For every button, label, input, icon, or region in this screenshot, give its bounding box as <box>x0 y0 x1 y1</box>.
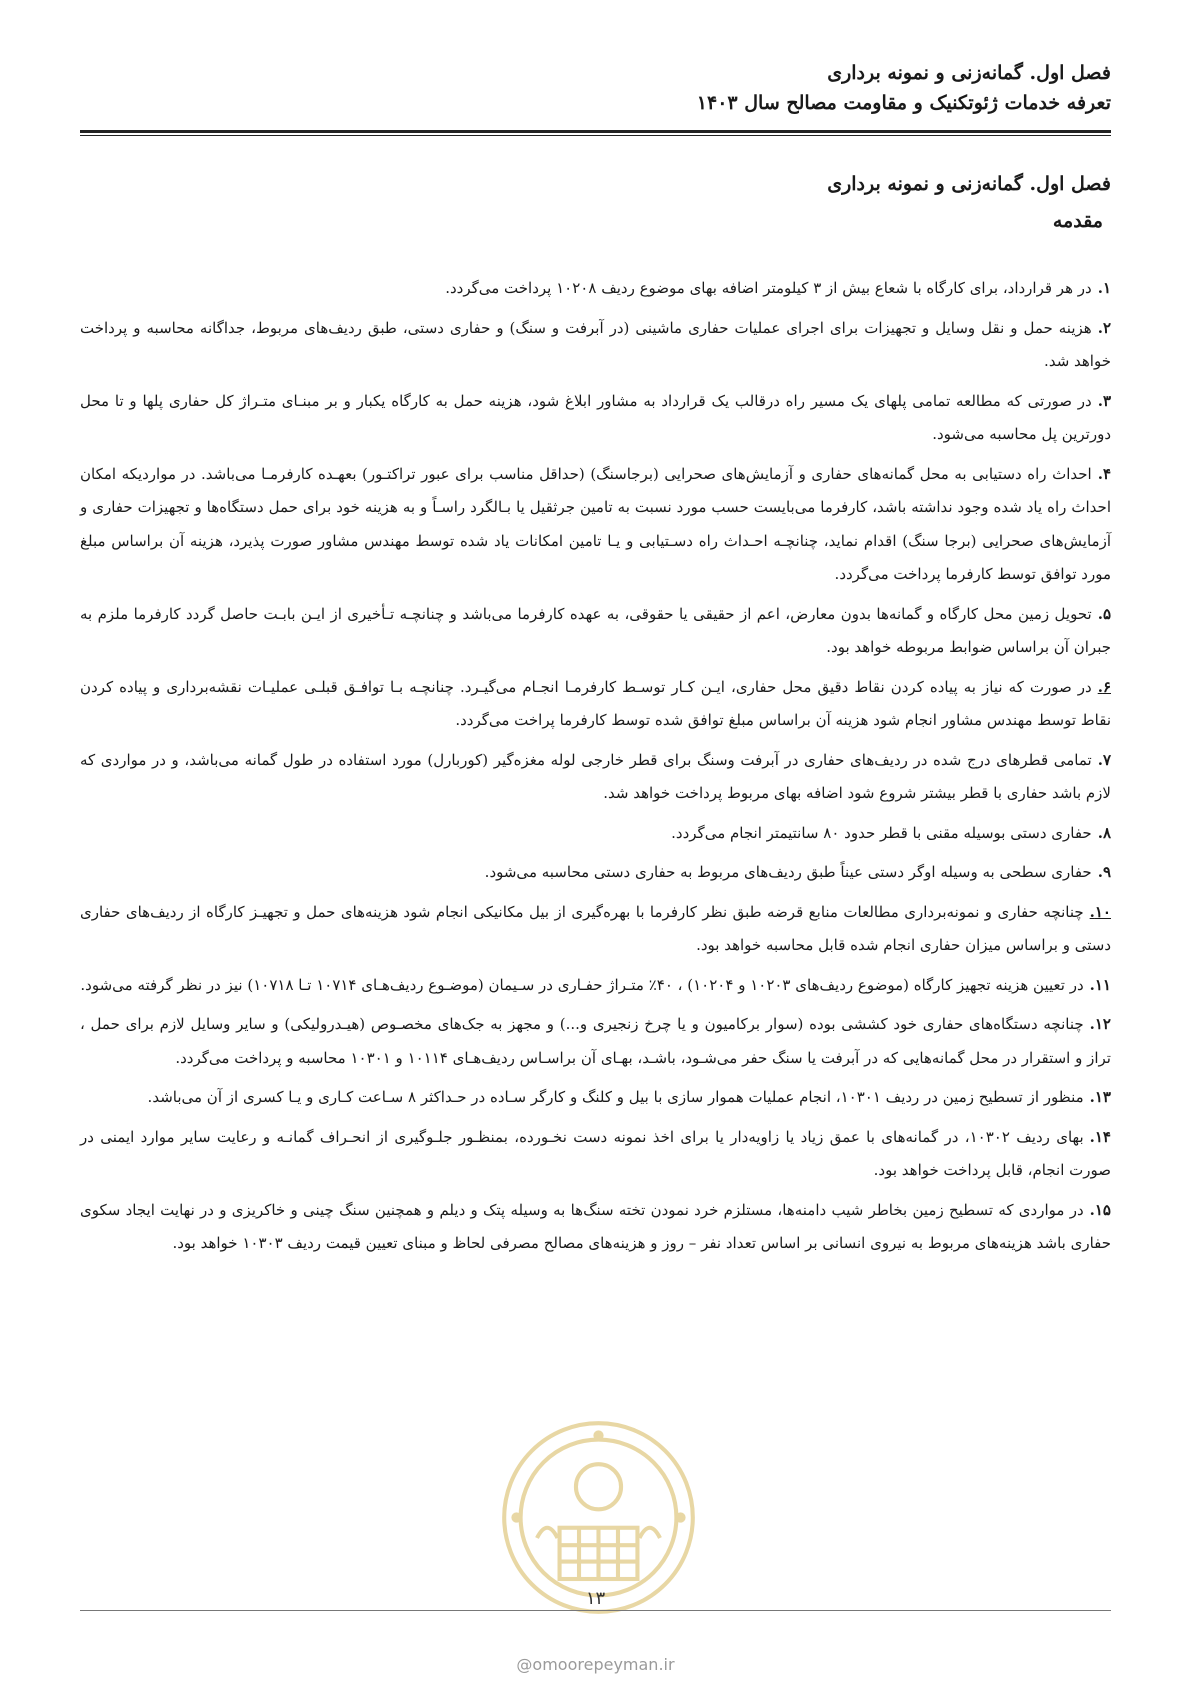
paragraph-text: چنانچه حفاری و نمونه‌برداری مطالعات منابع قرضه طبق نظر کارفرما با بهره‌گیری از بیل مکانیکی انجام شود هزینه‌های حمل و تجهیـز کارگاه از ردیف‌های حفاری دستی و براساس میزان حفاری انجام شده قابل محاسبه خواهد بود. <box>80 902 1111 954</box>
paragraph-number: ۱۴. <box>1089 1127 1111 1146</box>
paragraph-number: ۱۱. <box>1089 975 1111 994</box>
paragraph-item <box>80 896 1111 963</box>
paragraph-number: ۱۵. <box>1089 1200 1111 1219</box>
header-rule-thick <box>80 130 1111 133</box>
paragraph-item <box>80 272 1111 306</box>
paragraph-number: ۱. <box>1097 279 1111 297</box>
paragraph-number: ۱۳. <box>1089 1088 1111 1106</box>
paragraph-item <box>80 856 1111 890</box>
paragraph-number: ۹. <box>1097 863 1111 881</box>
paragraph-item <box>80 1121 1111 1188</box>
header-chapter-title: فصل اول. گمانه‌زنی و نمونه برداری <box>827 62 1111 84</box>
paragraph-number: ۱۰. <box>1089 902 1111 921</box>
page-header <box>80 58 1111 118</box>
header-document-title: تعرفه خدمات ژئوتکنیک و مقاومت مصالح سال ۱۴۰۳ <box>696 92 1111 114</box>
paragraph-number: ۸. <box>1097 823 1111 842</box>
paragraph-text: حفاری سطحی به وسیله اوگر دستی عیناً طبق ردیف‌های مربوط به حفاری دستی محاسبه می‌شود. <box>484 863 1092 881</box>
paragraph-text: حفاری دستی بوسیله مقنی با قطر حدود ۸۰ سانتیمتر انجام می‌گردد. <box>671 823 1092 842</box>
section-title: فصل اول. گمانه‌زنی و نمونه برداری <box>827 173 1111 195</box>
paragraph-number: ۶. <box>1097 677 1111 696</box>
paragraph-item <box>80 969 1111 1003</box>
paragraph-text: بهای ردیف ۱۰۳۰۲، در گمانه‌های با عمق زیاد یا زاویه‌دار یا برای اخذ نمونه دست نخـورده، بمنظـور جلـوگیری از انحـراف گمانـه و رعایت سایر موارد ایمنی در صورت انجام، قابل پرداخت خواهد بود. <box>80 1127 1111 1179</box>
paragraph-text: در صورت که نیاز به پیاده کردن نقاط دقیق محل حفاری، ایـن کـار توسـط کارفرمـا انجـام می‌گیـرد. چنانچـه بـا توافـق قبلـی عملیـات نقشه‌برداری و پیاده کردن نقاط توسط مهندس مشاور انجام شود هزینه آن براساس مبلغ توافق شده توسط کارفرما پراخت می‌گردد. <box>80 677 1111 729</box>
paragraph-item <box>80 671 1111 738</box>
document-body <box>80 272 1111 1267</box>
paragraph-text: هزینه حمل و نقل وسایل و تجهیزات برای اجرای عملیات حفاری ماشینی (در آبرفت و سنگ) و حفاری دستی، طبق ردیف‌های مربوط، جداگانه محاسبه و پرداخت خواهد شد. <box>80 318 1111 370</box>
paragraph-number: ۷. <box>1097 750 1111 769</box>
paragraph-number: ۳. <box>1097 391 1111 410</box>
section-subtitle: مقدمه <box>1052 210 1103 232</box>
paragraph-item <box>80 458 1111 592</box>
paragraph-text: احداث راه دستیابی به محل گمانه‌های حفاری و آزمایش‌های صحرایی (برجاسنگ) (حداقل مناسب برای عبور تراکتـور) بعهـده کارفرمـا می‌باشد. در مواردیکه امکان احداث راه یاد شده وجود نداشته باشد، کارفرما می‌بایست حسب مورد نسبت به تامین جرثقیل یا بـالگرد راسـاً و به هزینه خود برای حمل دستگاه‌ها و تجهیزات حفاری و آزمایش‌های صحرایی (برجا سنگ) اقدام نماید، چنانچـه احـداث راه دسـتیابی و یـا تامین امکانات یاد شده توسط مهندس مشاور صورت پذیرد، هزینه آن براساس مبلغ مورد توافق توسط کارفرما پرداخت می‌گردد. <box>80 464 1111 583</box>
website-watermark: @omoorepeyman.ir <box>516 1655 675 1674</box>
paragraph-item <box>80 598 1111 665</box>
paragraph-item <box>80 1008 1111 1075</box>
paragraph-number: ۴. <box>1097 464 1111 483</box>
paragraph-item <box>80 312 1111 379</box>
paragraph-item <box>80 817 1111 851</box>
paragraph-item <box>80 1194 1111 1261</box>
paragraph-item <box>80 385 1111 452</box>
paragraph-text: در هر قرارداد، برای کارگاه با شعاع بیش از ۳ کیلومتر اضافه بهای موضوع ردیف ۱۰۲۰۸ پرداخت می‌گردد. <box>445 279 1092 297</box>
paragraph-number: ۲. <box>1097 318 1111 337</box>
paragraph-text: چنانچه دستگاه‌های حفاری خود کششی بوده (سوار برکامیون و یا چرخ زنجیری و...) و مجهز به جک‌های مخصـوص (هیـدرولیکی) و سایر وسایل لازم برای حمل ، تراز و استقرار در محل گمانه‌هایی که در آبرفت یا سنگ حفر می‌شـود، باشـد، بهـای آن براسـاس ردیف‌هـای ۱۰۱۱۴ و ۱۰۳۰۱ محاسبه و پرداخت می‌گردد. <box>80 1015 1111 1067</box>
paragraph-text: تمامی قطرهای درج شده در ردیف‌های حفاری در آبرفت وسنگ برای قطر خارجی لوله مغزه‌گیر (کوربارل) مورد استفاده در طول گمانه می‌باشد، و در مواردی که لازم باشد حفاری با قطر بیشتر شروع شود اضافه بهای مربوط پرداخت خواهد شد. <box>80 750 1111 802</box>
paragraph-text: در مواردی که تسطیح زمین بخاطر شیب دامنه‌ها، مستلزم خرد نمودن تخته سنگ‌ها به وسیله پتک و دیلم و همچنین سنگ چینی و خاکریزی و در نهایت ایجاد سکوی حفاری باشد هزینه‌های مربوط به نیروی انسانی بر اساس تعداد نفر – روز و هزینه‌های مصالح مصرفی لحاظ و مبنای تعیین قیمت ردیف ۱۰۳۰۳ خواهد بود. <box>80 1200 1111 1252</box>
page-number: ۱۳ <box>585 1588 606 1609</box>
paragraph-text: در تعیین هزینه تجهیز کارگاه (موضوع ردیف‌های ۱۰۲۰۳ و ۱۰۲۰۴) ، ۴۰٪ متـراژ حفـاری در سـیمان (موضـوع ردیف‌هـای ۱۰۷۱۴ تـا ۱۰۷۱۸) نیز در نظر گرفته می‌شود. <box>80 975 1084 994</box>
paragraph-text: در صورتی که مطالعه تمامی پلهای یک مسیر راه درقالب یک قرارداد به مشاور ابلاغ شود، هزینه حمل به کارگاه یکبار و بر مبنـای متـراژ کل حفاری پلها و تا محل دورترین پل محاسبه می‌شود. <box>80 391 1111 443</box>
paragraph-number: ۱۲. <box>1089 1015 1111 1033</box>
paragraph-number: ۵. <box>1097 604 1111 623</box>
header-rule-thin <box>80 135 1111 136</box>
paragraph-text: تحویل زمین محل کارگاه و گمانه‌ها بدون معارض، اعم از حقیقی یا حقوقی، به عهده کارفرما می‌باشد و چنانچـه تـأخیری از ایـن بابـت حاصل گردد کارفرما ملزم به جبران آن براساس ضوابط مربوطه خواهد بود. <box>80 604 1111 656</box>
paragraph-text: منظور از تسطیح زمین در ردیف ۱۰۳۰۱، انجام عملیات هموار سازی با بیل و کلنگ و کارگر سـاده در حـداکثر ۸ سـاعت کـاری و یـا کسری از آن می‌باشد. <box>147 1088 1084 1106</box>
paragraph-item <box>80 1081 1111 1115</box>
paragraph-item <box>80 744 1111 811</box>
footer-rule <box>80 1610 1111 1611</box>
